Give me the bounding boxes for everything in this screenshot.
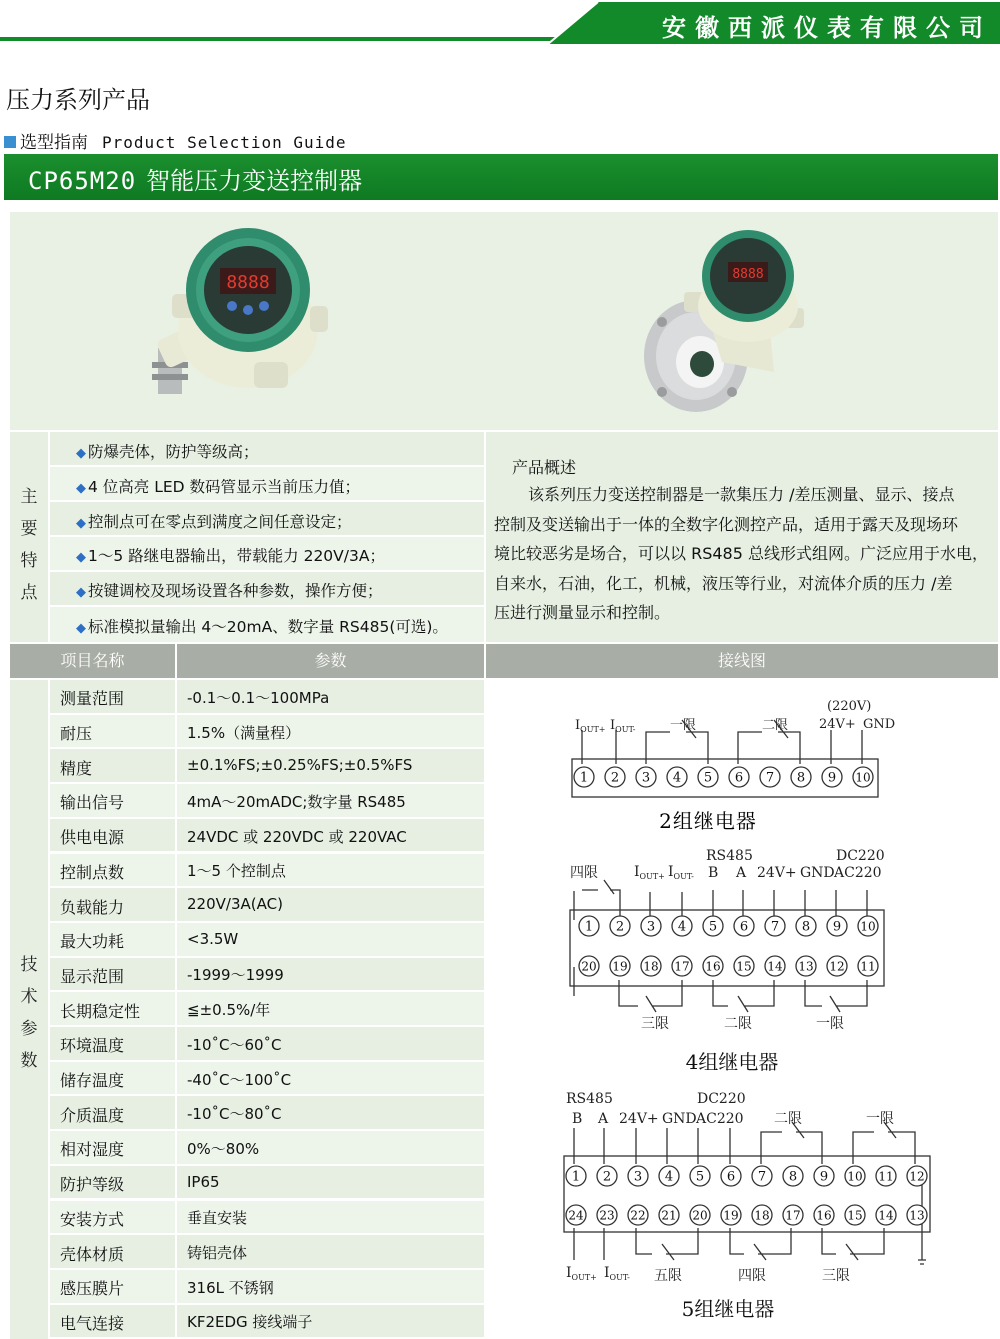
d5-bottom-terminal-number: 13 — [909, 1208, 925, 1223]
d4-b-label: B — [708, 865, 719, 881]
feature-item — [76, 544, 385, 566]
spec-name: 显示范围 — [60, 966, 125, 986]
d2-terminal-number: 7 — [765, 770, 775, 786]
spec-value-cell — [177, 1166, 484, 1199]
d4-ac220-label: AC220 — [834, 865, 882, 881]
d2-terminal-number: 9 — [827, 770, 837, 786]
d4-bottom-terminal-number: 19 — [612, 959, 628, 974]
feature-text: 控制点可在零点到满度之间任意设定； — [88, 513, 352, 531]
d4-bottom-terminal-number: 17 — [674, 959, 690, 974]
d5-top-terminal-number: 12 — [909, 1169, 925, 1184]
spec-name-cell — [50, 1166, 175, 1199]
spec-name: 测量范围 — [60, 689, 125, 709]
spec-value-cell — [177, 1201, 484, 1234]
feature-item — [76, 579, 383, 601]
spec-name-cell — [50, 923, 175, 956]
d4-relay3-label: 三限 — [641, 1016, 669, 1032]
feature-item — [76, 510, 352, 532]
d5-ac220-label: AC220 — [696, 1111, 744, 1127]
d4-relay2-label: 二限 — [724, 1016, 752, 1032]
d2-title: 2组继电器 — [659, 809, 757, 833]
spec-name: 长期稳定性 — [60, 1001, 141, 1021]
spec-name-cell — [50, 958, 175, 991]
d4-iout-plus: $I_{OUT+}$ — [634, 864, 665, 881]
spec-value-cell — [177, 680, 484, 713]
spec-value-cell — [177, 784, 484, 817]
spec-value: -1999～1999 — [187, 966, 284, 985]
d4-top-terminal-number: 10 — [860, 919, 876, 934]
d4-bottom-terminal-number: 15 — [736, 959, 752, 974]
svg-text:8888: 8888 — [226, 272, 270, 293]
spec-name: 壳体材质 — [60, 1244, 125, 1264]
spec-name-cell — [50, 1131, 175, 1164]
d4-relay4-label: 四限 — [570, 865, 598, 881]
spec-name-cell — [50, 1027, 175, 1060]
d2-iout-plus: $I_{OUT+}$ — [575, 718, 606, 734]
d4-top-terminal-number: 2 — [615, 919, 625, 935]
spec-name-cell — [50, 1062, 175, 1095]
d5-bottom-terminal-number: 19 — [723, 1208, 739, 1223]
feature-item — [76, 615, 448, 637]
d4-top-terminal-number: 1 — [584, 919, 594, 935]
d4-bottom-terminal-number: 12 — [829, 959, 845, 974]
d4-iout-minus: $I_{OUT-}$ — [668, 864, 694, 881]
spec-name: 负载能力 — [60, 897, 125, 917]
d5-iout-plus: $I_{OUT+}$ — [566, 1265, 597, 1282]
d5-relay5-label: 五限 — [654, 1268, 682, 1284]
d4-bottom-terminal-number: 20 — [581, 959, 597, 974]
d5-top-terminal-number: 6 — [726, 1169, 736, 1185]
spec-name: 介质温度 — [60, 1105, 125, 1125]
spec-value: 1.5%（满量程） — [187, 723, 301, 742]
selection-guide-heading — [4, 128, 347, 153]
wiring-diagrams — [486, 680, 998, 1339]
d5-top-terminal-number: 1 — [571, 1169, 581, 1185]
spec-value: 垂直安装 — [187, 1209, 248, 1228]
d2-terminal-number: 2 — [610, 770, 620, 786]
spec-value: 1～5 个控制点 — [187, 862, 286, 881]
spec-name-cell — [50, 715, 175, 748]
spec-value-cell — [177, 958, 484, 991]
d2-24v-label: 24V+ — [819, 717, 856, 732]
spec-name-cell — [50, 1096, 175, 1129]
d2-iout-minus: $I_{OUT-}$ — [610, 718, 636, 734]
d5-bottom-terminal-number: 22 — [630, 1208, 646, 1223]
d5-bottom-terminal-number: 17 — [785, 1208, 801, 1223]
d2-terminal-number: 10 — [855, 770, 871, 785]
features-label-char: 要 — [20, 519, 38, 539]
spec-value-cell — [177, 1027, 484, 1060]
spec-value: KF2EDG 接线端子 — [187, 1313, 313, 1332]
guide-en: Product Selection Guide — [102, 133, 347, 152]
d5-bottom-terminal-number: 24 — [568, 1208, 584, 1223]
d2-terminal-number: 4 — [672, 770, 682, 786]
spec-name: 耐压 — [60, 724, 93, 744]
d4-gnd-label: GND — [800, 865, 835, 881]
d5-24v-label: 24V+ — [619, 1111, 659, 1127]
spec-name-cell — [50, 854, 175, 887]
features-label-char: 主 — [20, 487, 38, 507]
spec-value: -10˚C～80˚C — [187, 1105, 282, 1124]
d5-top-terminal-number: 10 — [847, 1169, 863, 1184]
spec-value: 4mA～20mADC;数字量 RS485 — [187, 792, 406, 811]
d4-bottom-terminal-number: 16 — [705, 959, 721, 974]
spec-name: 电气连接 — [60, 1313, 125, 1333]
d4-top-terminal-number: 8 — [801, 919, 811, 935]
spec-value-cell — [177, 715, 484, 748]
spec-value: ±0.1%FS;±0.25%FS;±0.5%FS — [187, 756, 413, 775]
d4-top-terminal-number: 6 — [739, 919, 749, 935]
d4-top-terminal-number: 4 — [677, 919, 687, 935]
features-vertical-label — [19, 481, 39, 609]
feature-text: 4 位高亮 LED 数码管显示当前压力值； — [88, 478, 361, 496]
feature-item — [76, 440, 259, 462]
diamond-bullet-icon: ◆ — [76, 446, 86, 461]
d4-top-terminal-number: 5 — [708, 919, 718, 935]
overview-line: 自来水，石油，化工，机械，液压等行业，对流体介质的压力 /差 — [494, 573, 953, 593]
d4-title: 4组继电器 — [685, 1050, 779, 1074]
overview-text — [494, 480, 994, 628]
d2-terminal-number: 8 — [796, 770, 806, 786]
diamond-bullet-icon: ◆ — [76, 481, 86, 496]
spec-name: 感压膜片 — [60, 1279, 125, 1299]
spec-name: 储存温度 — [60, 1071, 125, 1091]
d5-iout-minus: $I_{OUT-}$ — [604, 1265, 630, 1282]
d4-dc220-label: DC220 — [836, 848, 885, 864]
tech-label-char: 数 — [20, 1051, 38, 1071]
spec-name: 安装方式 — [60, 1209, 125, 1229]
feature-text: 标准模拟量输出 4～20mA、数字量 RS485(可选)。 — [88, 618, 448, 636]
d4-top-terminal-number: 9 — [832, 919, 842, 935]
tech-label-char: 技 — [20, 955, 38, 975]
d5-bottom-terminal-number: 20 — [692, 1208, 708, 1223]
svg-text:8888: 8888 — [732, 267, 764, 282]
d5-top-terminal-number: 4 — [664, 1169, 674, 1185]
d5-top-terminal-number: 11 — [878, 1169, 894, 1184]
col-header-param: 参数 — [177, 644, 484, 678]
spec-name-cell — [50, 749, 175, 782]
d4-top-terminal-number: 7 — [770, 919, 780, 935]
d2-gnd-label: GND — [863, 717, 896, 732]
spec-name: 最大功耗 — [60, 932, 125, 952]
overview-line: 该系列压力变送控制器是一款集压力 /差压测量、显示、接点 — [528, 485, 955, 504]
spec-value-cell — [177, 1131, 484, 1164]
d4-a-label: A — [736, 865, 747, 881]
d2-terminal-number: 6 — [734, 770, 744, 786]
spec-value-cell — [177, 819, 484, 852]
d5-bottom-terminal-number: 18 — [754, 1208, 770, 1223]
diamond-bullet-icon: ◆ — [76, 516, 86, 531]
d5-top-terminal-number: 2 — [602, 1169, 612, 1185]
spec-value-cell — [177, 992, 484, 1025]
feature-item — [76, 475, 360, 497]
product-photo-area — [10, 212, 998, 430]
spec-value-cell — [177, 1062, 484, 1095]
d2-terminal-number: 1 — [579, 770, 589, 786]
spec-name-cell — [50, 819, 175, 852]
spec-value-cell — [177, 749, 484, 782]
diamond-bullet-icon: ◆ — [76, 621, 86, 636]
spec-value-cell — [177, 854, 484, 887]
model-name: 智能压力变送控制器 — [146, 167, 363, 195]
spec-value: 24VDC 或 220VDC 或 220VAC — [187, 827, 407, 846]
spec-name: 输出信号 — [60, 793, 125, 813]
transmitter-flange-image — [644, 230, 804, 412]
d2-relay1-label: 一限 — [670, 718, 697, 733]
spec-name: 防护等级 — [60, 1175, 125, 1195]
d5-gnd-label: GND — [662, 1111, 697, 1127]
d5-b-label: B — [572, 1111, 583, 1127]
tech-label-char: 参 — [20, 1019, 38, 1039]
d5-dc220-label: DC220 — [697, 1091, 746, 1107]
overview-line: 境比较恶劣是场合，可以以 RS485 总线形式组网。广泛应用于水电， — [494, 544, 988, 563]
d5-title: 5组继电器 — [681, 1297, 775, 1321]
spec-value-cell — [177, 888, 484, 921]
tech-vertical-label — [19, 949, 39, 1077]
spec-value-cell — [177, 1096, 484, 1129]
spec-value-cell — [177, 1305, 484, 1338]
model-title — [28, 161, 362, 196]
d5-top-terminal-number: 9 — [819, 1169, 829, 1185]
spec-value: 0%～80% — [187, 1139, 260, 1158]
d5-relay1-label: 一限 — [866, 1111, 894, 1127]
spec-name-cell — [50, 888, 175, 921]
diamond-bullet-icon: ◆ — [76, 585, 86, 600]
d2-terminal-number: 5 — [703, 770, 713, 786]
d4-top-terminal-number: 3 — [646, 919, 656, 935]
spec-name-cell — [50, 784, 175, 817]
col-header-wiring: 接线图 — [486, 644, 998, 678]
feature-text: 1～5 路继电器输出，带载能力 220V/3A； — [88, 547, 385, 565]
d5-bottom-terminal-number: 21 — [661, 1208, 677, 1223]
transmitter-threaded-image — [152, 228, 328, 394]
spec-value: -10˚C～60˚C — [187, 1035, 282, 1054]
diamond-bullet-icon: ◆ — [76, 550, 86, 565]
spec-value-cell — [177, 923, 484, 956]
spec-name: 环境温度 — [60, 1036, 125, 1056]
d4-rs485-label: RS485 — [706, 848, 753, 864]
spec-value-cell — [177, 1235, 484, 1268]
d4-relay1-label: 一限 — [816, 1016, 844, 1032]
spec-value-cell — [177, 1270, 484, 1303]
overview-line: 控制及变送输出于一体的全数字化测控产品，适用于露天及现场环 — [494, 514, 959, 534]
guide-cn: 选型指南 — [20, 133, 88, 153]
feature-text: 按键调校及现场设置各种参数，操作方便； — [88, 582, 383, 600]
spec-name-cell — [50, 1201, 175, 1234]
spec-name: 精度 — [60, 758, 93, 778]
d5-bottom-terminal-number: 15 — [847, 1208, 863, 1223]
overview-line: 压进行测量显示和控制。 — [494, 603, 671, 622]
d4-24v-label: 24V+ — [757, 865, 797, 881]
d5-top-terminal-number: 7 — [757, 1169, 767, 1185]
d5-bottom-terminal-number: 16 — [816, 1208, 832, 1223]
spec-name: 供电电源 — [60, 828, 125, 848]
d5-relay4-label: 四限 — [738, 1268, 766, 1284]
d5-bottom-terminal-number: 14 — [878, 1208, 894, 1223]
square-bullet-icon — [4, 136, 16, 148]
d5-top-terminal-number: 8 — [788, 1169, 798, 1185]
overview-title: 产品概述 — [512, 458, 577, 477]
spec-name-cell — [50, 1235, 175, 1268]
d4-bottom-terminal-number: 18 — [643, 959, 659, 974]
spec-name-cell — [50, 992, 175, 1025]
features-label-char: 特 — [20, 551, 38, 571]
spec-value: <3.5W — [187, 929, 239, 948]
d4-bottom-terminal-number: 11 — [860, 959, 876, 974]
d2-terminal-number: 3 — [641, 770, 651, 786]
spec-value: -40˚C～100˚C — [187, 1070, 292, 1089]
spec-name: 控制点数 — [60, 862, 125, 882]
spec-value: -0.1～0.1～100MPa — [187, 688, 330, 707]
d5-terminal-block — [564, 1156, 930, 1232]
d2-relay2-label: 二限 — [762, 718, 789, 733]
features-label-char: 点 — [20, 583, 38, 603]
spec-value: IP65 — [187, 1172, 220, 1191]
d4-bottom-terminal-number: 14 — [767, 959, 783, 974]
product-photos — [10, 212, 998, 430]
d5-relay3-label: 三限 — [822, 1268, 850, 1284]
d5-bottom-terminal-number: 23 — [599, 1208, 615, 1223]
spec-name: 相对湿度 — [60, 1140, 125, 1160]
tech-label-char: 术 — [20, 987, 38, 1007]
spec-name-cell — [50, 1305, 175, 1338]
spec-name-cell — [50, 1270, 175, 1303]
d2-220v-label: (220V) — [827, 699, 872, 714]
spec-name-cell — [50, 680, 175, 713]
d5-top-terminal-number: 3 — [633, 1169, 643, 1185]
d5-a-label: A — [598, 1111, 609, 1127]
spec-value: 铸铝壳体 — [187, 1244, 248, 1263]
d5-top-terminal-number: 5 — [695, 1169, 705, 1185]
company-name: 安徽西派仪表有限公司 — [662, 14, 992, 42]
spec-value: ≦±0.5%/年 — [187, 1001, 271, 1020]
d5-rs485-label: RS485 — [566, 1091, 613, 1107]
col-header-name: 项目名称 — [10, 644, 175, 678]
d5-relay2-label: 二限 — [774, 1111, 802, 1127]
feature-text: 防爆壳体，防护等级高； — [88, 443, 259, 461]
page-title: 压力系列产品 — [6, 86, 150, 114]
d4-bottom-terminal-number: 13 — [798, 959, 814, 974]
model-code: CP65M20 — [28, 167, 137, 195]
spec-value: 220V/3A(AC) — [187, 895, 283, 914]
spec-value: 316L 不锈钢 — [187, 1278, 274, 1297]
